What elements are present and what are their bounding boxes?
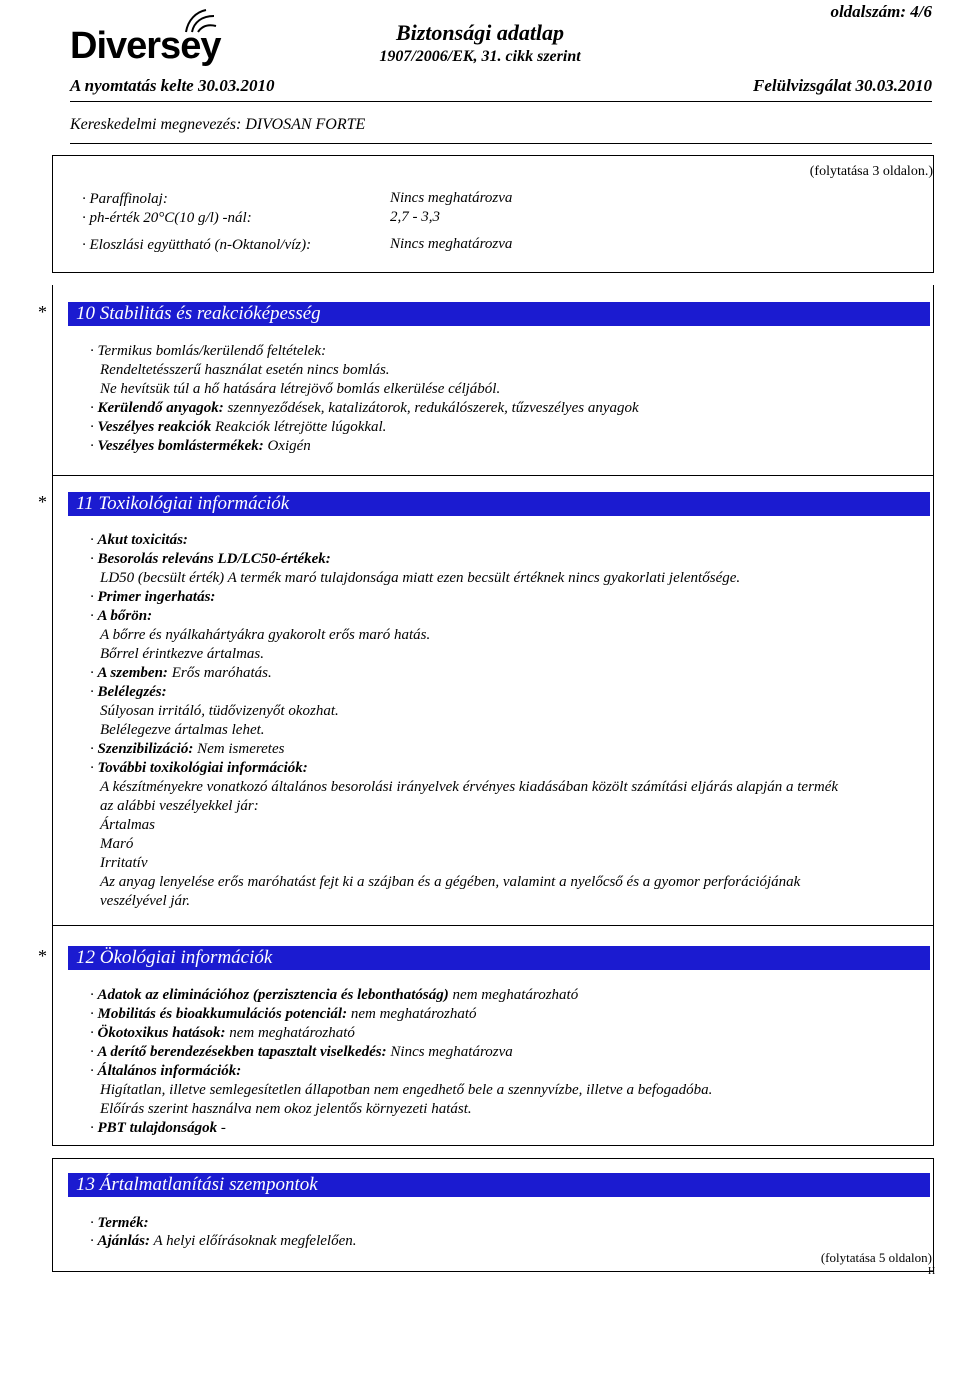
change-marker: * [38, 302, 47, 322]
bullet: · [90, 589, 94, 605]
text-line: Az anyag lenyelése erős maróhatást fejt ki a szájban és a gégében, valamint a nyelőcső és a gyomor perforációjának [100, 874, 801, 890]
bullet: · [82, 237, 86, 253]
bullet: · [90, 760, 94, 776]
field-value: - [217, 1120, 226, 1136]
field-label: Belélegzés: [97, 684, 167, 700]
text-line: Belélegezve ártalmas lehet. [100, 722, 265, 738]
text-line [90, 1214, 149, 1233]
field-value: Nincs meghatározva [386, 1044, 513, 1060]
text-line: Higítatlan, illetve semlegesítetlen állapotban nem engedhető bele a szennyvízbe, illetve a befogadóba. [100, 1082, 713, 1098]
header-divider [70, 101, 932, 102]
text-line [90, 342, 326, 361]
text-line [90, 1024, 355, 1043]
text-line [90, 550, 331, 569]
field-label: Termék: [97, 1215, 149, 1231]
field-label: Akut toxicitás: [97, 532, 188, 548]
prop-row [82, 209, 252, 228]
prop-label: ph-érték 20°C(10 g/l) -nál: [89, 210, 252, 226]
bullet: · [90, 741, 94, 757]
footer-mark: H [928, 1266, 936, 1277]
field-value: Oxigén [263, 438, 311, 454]
field-label: Kerülendő anyagok: [97, 400, 224, 416]
field-value: Nem ismeretes [193, 741, 285, 757]
text-line [90, 664, 272, 683]
prop-row [82, 236, 311, 255]
continued-to: (folytatása 5 oldalon) [820, 1250, 932, 1265]
continued-from: (folytatása 3 oldalon.) [809, 164, 933, 179]
field-label: Ajánlás: [97, 1233, 151, 1249]
text-line: Irritatív [100, 855, 148, 871]
text-line: veszélyével jár. [100, 893, 190, 909]
text-line [90, 1043, 513, 1062]
text-line: LD50 (becsült érték) A termék maró tulajdonsága miatt ezen becsült értéknek nincs gyakorlati jelentősége. [100, 570, 741, 586]
field-label: Veszélyes bomlástermékek: [97, 438, 264, 454]
trade-name: Kereskedelmi megnevezés: DIVOSAN FORTE [70, 116, 366, 133]
text-line [90, 418, 386, 437]
field-label: Adatok az eliminációhoz (perzisztencia és lebonthatóság) [97, 987, 449, 1003]
field-label: Mobilitás és bioakkumulációs potenciál: [97, 1006, 348, 1022]
text-line: Bőrrel érintkezve ártalmas. [100, 646, 264, 662]
bullet: · [82, 191, 86, 207]
prop-value: Nincs meghatározva [390, 190, 513, 206]
field-label: PBT tulajdonságok [97, 1120, 218, 1136]
bullet: · [90, 1063, 94, 1079]
text-line [90, 1232, 357, 1251]
bullet: · [90, 343, 94, 359]
field-value: Erős maróhatás. [167, 665, 272, 681]
text-line [90, 759, 308, 778]
text-line: Előírás szerint használva nem okoz jelentős környezeti hatást. [100, 1101, 472, 1117]
text-line [90, 683, 167, 702]
text-line [90, 740, 284, 759]
text-line: A bőrre és nyálkahártyákra gyakorolt erős maró hatás. [100, 627, 431, 643]
text-line [90, 399, 639, 418]
bullet: · [90, 1044, 94, 1060]
text-line [90, 437, 311, 456]
field-label: Veszélyes reakciók [97, 419, 212, 435]
page-number: oldalszám: 4/6 [830, 2, 932, 21]
document-title: Biztonsági adatlap [395, 20, 565, 45]
bullet: · [90, 1120, 94, 1136]
section-13-title: 13 Ártalmatlanítási szempontok [68, 1173, 930, 1197]
bullet: · [90, 684, 94, 700]
text-line: az alábbi veszélyekkel jár: [100, 798, 259, 814]
bullet: · [90, 665, 94, 681]
field-label: A szemben: [97, 665, 168, 681]
text-line: Maró [100, 836, 134, 852]
bullet: · [90, 438, 94, 454]
revision-date: Felülvizsgálat 30.03.2010 [753, 76, 932, 95]
section-10-title: 10 Stabilitás és reakcióképesség [68, 302, 930, 326]
field-value: szennyeződések, katalizátorok, redukálószerek, tűzveszélyes anyagok [223, 400, 639, 416]
bullet: · [90, 551, 94, 567]
bullet: · [90, 987, 94, 1003]
bullet: · [82, 210, 86, 226]
field-label: A bőrön: [97, 608, 153, 624]
document-subtitle: 1907/2006/EK, 31. cikk szerint [379, 48, 581, 65]
field-label: Ökotoxikus hatások: [97, 1025, 226, 1041]
field-value: Reakciók létrejötte lúgokkal. [211, 419, 387, 435]
change-marker: * [38, 492, 47, 512]
field-label: A derítő berendezésekben tapasztalt viselkedés: [97, 1044, 387, 1060]
text-line: Súlyosan irritáló, tüdővizenyőt okozhat. [100, 703, 339, 719]
trade-name-divider [70, 143, 932, 144]
text-line: Ne hevítsük túl a hő hatására létrejövő bomlás elkerülése céljából. [100, 381, 501, 397]
bullet: · [90, 532, 94, 548]
prop-row [82, 190, 168, 209]
bullet: · [90, 1006, 94, 1022]
field-label: Általános információk: [97, 1063, 242, 1079]
field-value: A helyi előírásoknak megfelelően. [150, 1233, 357, 1249]
field-value: nem meghatározható [448, 987, 579, 1003]
bullet: · [90, 1215, 94, 1231]
text-line [90, 607, 152, 626]
prop-value: 2,7 - 3,3 [390, 209, 440, 225]
text-line [90, 1062, 241, 1081]
logo-text: Diversey [70, 25, 221, 67]
text-line [90, 1119, 226, 1138]
field-label: Primer ingerhatás: [97, 589, 216, 605]
prop-value: Nincs meghatározva [390, 236, 513, 252]
text-line [90, 1005, 477, 1024]
field-label: Szenzibilizáció: [97, 741, 194, 757]
bullet: · [90, 419, 94, 435]
field-value: nem meghatározható [225, 1025, 355, 1041]
field-value: nem meghatározható [347, 1006, 477, 1022]
field-label: Termikus bomlás/kerülendő feltételek: [97, 343, 327, 359]
text-line [90, 986, 578, 1005]
change-marker: * [38, 946, 47, 966]
text-line: Ártalmas [100, 817, 156, 833]
print-date: A nyomtatás kelte 30.03.2010 [70, 76, 275, 95]
text-line: Rendeltetésszerű használat esetén nincs bomlás. [100, 362, 390, 378]
field-label: További toxikológiai információk: [97, 760, 308, 776]
section-12-title: 12 Ökológiai információk [68, 946, 930, 970]
prop-label: Paraffinolaj: [89, 191, 168, 207]
text-line [90, 588, 215, 607]
text-line [90, 531, 188, 550]
bullet: · [90, 1233, 94, 1249]
bullet: · [90, 1025, 94, 1041]
prop-label: Eloszlási együttható (n-Oktanol/víz): [89, 237, 312, 253]
text-line: A készítményekre vonatkozó általános besorolási irányelvek érvényes kiadásában közölt számítási eljárás alapján a termék [100, 779, 839, 795]
section-11-title: 11 Toxikológiai információk [68, 492, 930, 516]
bullet: · [90, 608, 94, 624]
bullet: · [90, 400, 94, 416]
field-label: Besorolás releváns LD/LC50-értékek: [97, 551, 331, 567]
